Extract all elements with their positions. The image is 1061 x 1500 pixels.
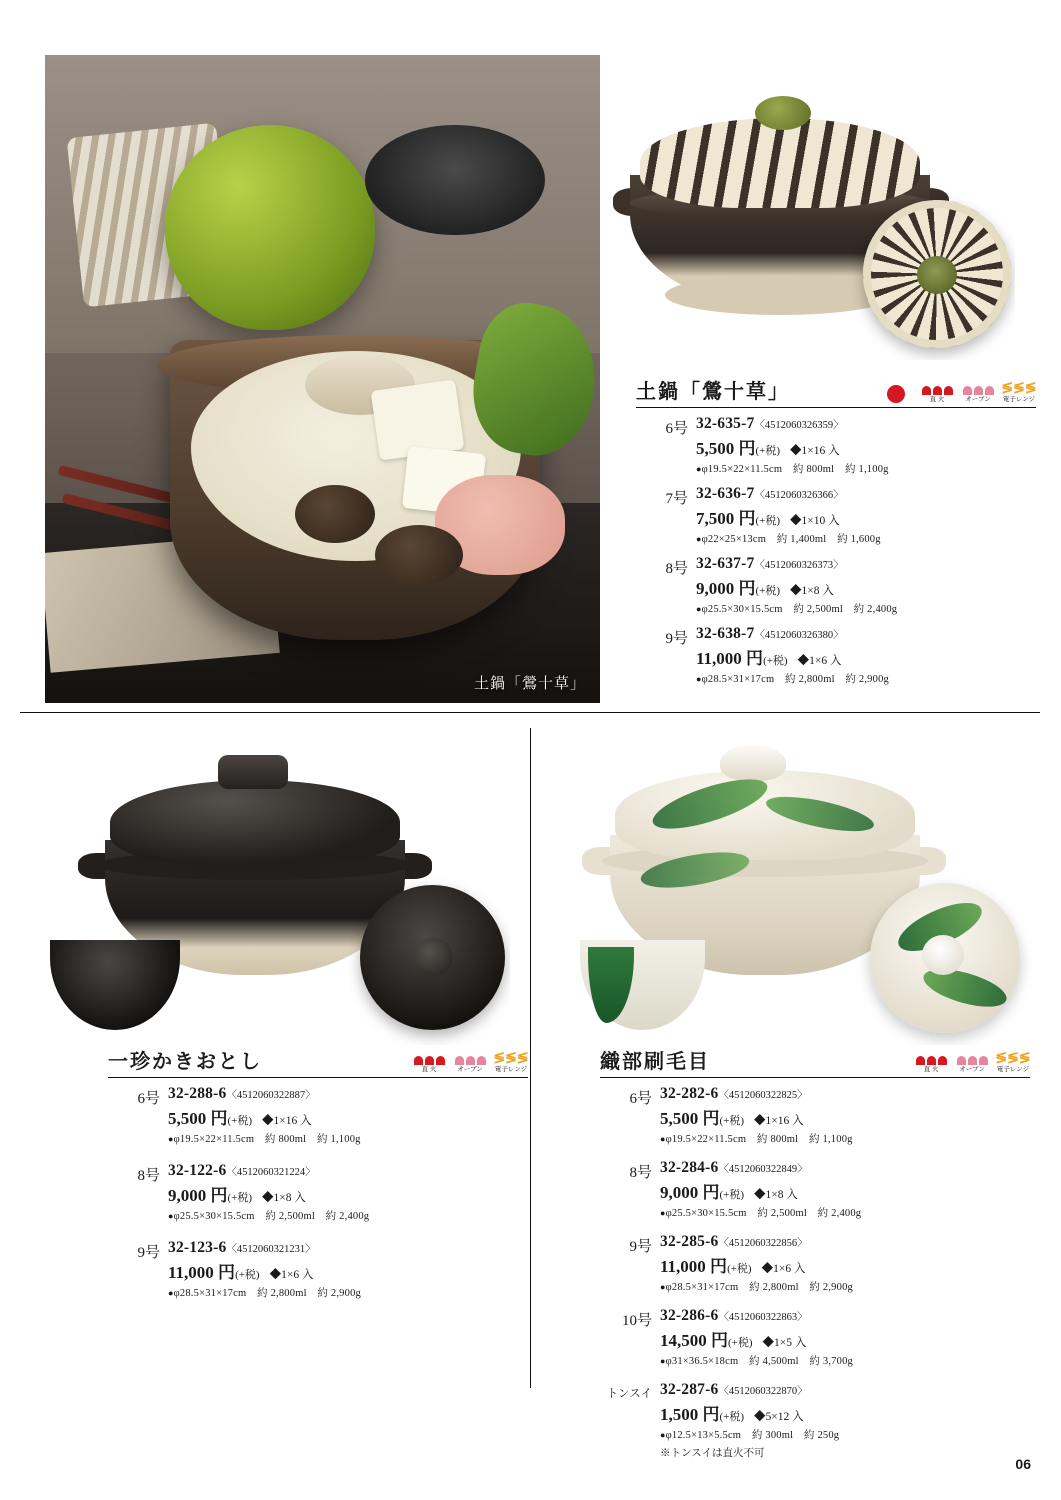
item-jan: 〈4512060322887〉: [226, 1090, 316, 1101]
item-spec: ●φ28.5×31×17cm 約 2,800ml 約 2,900g: [696, 674, 889, 685]
item-case: ◆1×16 入: [262, 1115, 312, 1127]
item-price: 9,000 円(+税): [696, 579, 781, 598]
item-spec: ●φ25.5×30×15.5cm 約 2,500ml 約 2,400g: [168, 1211, 370, 1222]
vertical-divider: [530, 728, 531, 1388]
list-item: [636, 415, 1036, 476]
list-item: [600, 1159, 1030, 1220]
item-price: 11,000 円(+税): [696, 649, 788, 668]
hero-caption: 土鍋「鶯十草」: [473, 676, 586, 692]
item-size: 8号: [665, 561, 688, 577]
oven-icon: オーブン: [961, 376, 995, 404]
item-price: 5,500 円(+税): [696, 439, 781, 458]
item-price: 11,000 円(+税): [660, 1257, 752, 1276]
microwave-icon: ≶≶≶ 電子レンジ: [995, 1050, 1031, 1073]
item-spec: ●φ19.5×22×11.5cm 約 800ml 約 1,100g: [660, 1134, 853, 1145]
item-jan: 〈4512060322856〉: [718, 1238, 808, 1249]
item-case: ◆1×6 入: [761, 1263, 806, 1275]
product-title: 一珍かきおとし: [108, 1051, 262, 1073]
item-spec: ●φ25.5×30×15.5cm 約 2,500ml 約 2,400g: [660, 1208, 862, 1219]
oven-icon: オーブン: [453, 1046, 487, 1074]
item-code: 32-286-6〈4512060322863〉: [660, 1307, 808, 1324]
product-item-list: [636, 415, 1036, 686]
product-header: [600, 1045, 1030, 1078]
item-case: ◆1×16 入: [790, 445, 840, 457]
red-dot-icon: [879, 384, 913, 404]
item-price: 9,000 円(+税): [660, 1183, 745, 1202]
oven-icon: オーブン: [955, 1046, 989, 1074]
product-photo-icchin-kakiotoshi: [30, 735, 510, 1045]
item-jan: 〈4512060326366〉: [754, 490, 844, 501]
item-case: ◆1×16 入: [754, 1115, 804, 1127]
direct-fire-icon: 直 火: [412, 1046, 446, 1074]
list-item: [636, 555, 1036, 616]
horizontal-divider: [20, 712, 1040, 713]
item-case: ◆1×8 入: [790, 585, 834, 597]
item-jan: 〈4512060322863〉: [718, 1312, 808, 1323]
feature-icons: [914, 1046, 1030, 1074]
list-item: [600, 1381, 1030, 1460]
product-block-uguisu-tokusa: [636, 375, 1036, 695]
item-jan: 〈4512060321224〉: [226, 1167, 316, 1178]
list-item: [600, 1085, 1030, 1146]
product-photo-oribe-hakeme: [570, 735, 1040, 1045]
item-case: ◆5×12 入: [754, 1411, 804, 1423]
item-jan: 〈4512060322825〉: [718, 1090, 808, 1101]
microwave-icon: ≶≶≶ 電子レンジ: [1001, 380, 1037, 403]
item-size: 6号: [665, 421, 688, 437]
product-block-oribe-hakeme: [600, 1045, 1030, 1469]
page-number: 06: [1015, 1456, 1031, 1472]
item-jan: 〈4512060322870〉: [718, 1386, 808, 1397]
item-size: 10号: [621, 1313, 652, 1329]
item-case: ◆1×8 入: [754, 1189, 798, 1201]
list-item: [108, 1162, 528, 1223]
item-price: 14,500 円(+税): [660, 1331, 753, 1350]
item-size: 6号: [629, 1091, 652, 1107]
feature-icons: [879, 376, 1036, 404]
item-jan: 〈4512060326380〉: [754, 630, 844, 641]
item-case: ◆1×10 入: [790, 515, 840, 527]
item-spec: ●φ28.5×31×17cm 約 2,800ml 約 2,900g: [168, 1288, 361, 1299]
item-price: 9,000 円(+税): [168, 1186, 253, 1205]
item-spec: ●φ28.5×31×17cm 約 2,800ml 約 2,900g: [660, 1282, 853, 1293]
item-code: 32-635-7〈4512060326359〉: [696, 415, 844, 432]
list-item: [600, 1233, 1030, 1294]
product-title: 織部刷毛目: [600, 1051, 710, 1073]
item-price: 5,500 円(+税): [660, 1109, 745, 1128]
product-item-list: [108, 1085, 528, 1300]
product-block-icchin-kakiotoshi: [108, 1045, 528, 1309]
product-item-list: [600, 1085, 1030, 1460]
item-price: 5,500 円(+税): [168, 1109, 253, 1128]
item-note: ※トンスイは直火不可: [660, 1448, 765, 1459]
item-spec: ●φ31×36.5×18cm 約 4,500ml 約 3,700g: [660, 1356, 853, 1367]
item-spec: ●φ25.5×30×15.5cm 約 2,500ml 約 2,400g: [696, 604, 898, 615]
item-size: 9号: [137, 1245, 160, 1261]
item-code: 32-122-6〈4512060321224〉: [168, 1162, 316, 1179]
feature-icons: [412, 1046, 528, 1074]
item-jan: 〈4512060326373〉: [754, 560, 844, 571]
item-spec: ●φ22×25×13cm 約 1,400ml 約 1,600g: [696, 534, 881, 545]
item-size: 8号: [629, 1165, 652, 1181]
item-code: 32-282-6〈4512060322825〉: [660, 1085, 808, 1102]
list-item: [636, 625, 1036, 686]
item-code: 32-637-7〈4512060326373〉: [696, 555, 844, 572]
product-header: [636, 375, 1036, 408]
product-photo-uguisu-tokusa: [605, 60, 1015, 360]
list-item: [108, 1085, 528, 1146]
item-code: 32-285-6〈4512060322856〉: [660, 1233, 808, 1250]
item-size: 9号: [629, 1239, 652, 1255]
item-code: 32-638-7〈4512060326380〉: [696, 625, 844, 642]
item-code: 32-288-6〈4512060322887〉: [168, 1085, 316, 1102]
product-header: [108, 1045, 528, 1078]
item-case: ◆1×6 入: [269, 1269, 314, 1281]
item-size: 6号: [137, 1091, 160, 1107]
item-price: 7,500 円(+税): [696, 509, 781, 528]
item-code: 32-636-7〈4512060326366〉: [696, 485, 844, 502]
item-size: 7号: [665, 491, 688, 507]
item-case: ◆1×5 入: [762, 1337, 807, 1349]
list-item: [636, 485, 1036, 546]
item-code: 32-123-6〈4512060321231〉: [168, 1239, 316, 1256]
item-jan: 〈4512060321231〉: [226, 1244, 316, 1255]
item-case: ◆1×8 入: [262, 1192, 306, 1204]
list-item: [600, 1307, 1030, 1368]
item-code: 32-287-6〈4512060322870〉: [660, 1381, 808, 1398]
item-spec: ●φ19.5×22×11.5cm 約 800ml 約 1,100g: [696, 464, 889, 475]
item-price: 11,000 円(+税): [168, 1263, 260, 1282]
item-spec: ●φ19.5×22×11.5cm 約 800ml 約 1,100g: [168, 1134, 361, 1145]
item-size: 9号: [665, 631, 688, 647]
hero-photo-nabe-dish: [45, 55, 600, 703]
item-jan: 〈4512060326359〉: [754, 420, 844, 431]
list-item: [108, 1239, 528, 1300]
direct-fire-icon: 直 火: [914, 1046, 948, 1074]
item-code: 32-284-6〈4512060322849〉: [660, 1159, 808, 1176]
direct-fire-icon: 直 火: [920, 376, 954, 404]
product-title: 土鍋「鶯十草」: [636, 381, 790, 403]
item-jan: 〈4512060322849〉: [718, 1164, 808, 1175]
item-price: 1,500 円(+税): [660, 1405, 745, 1424]
item-spec: ●φ12.5×13×5.5cm 約 300ml 約 250g: [660, 1430, 840, 1441]
item-size: トンスイ: [606, 1388, 652, 1400]
item-size: 8号: [137, 1168, 160, 1184]
microwave-icon: ≶≶≶ 電子レンジ: [493, 1050, 529, 1073]
item-case: ◆1×6 入: [797, 655, 842, 667]
